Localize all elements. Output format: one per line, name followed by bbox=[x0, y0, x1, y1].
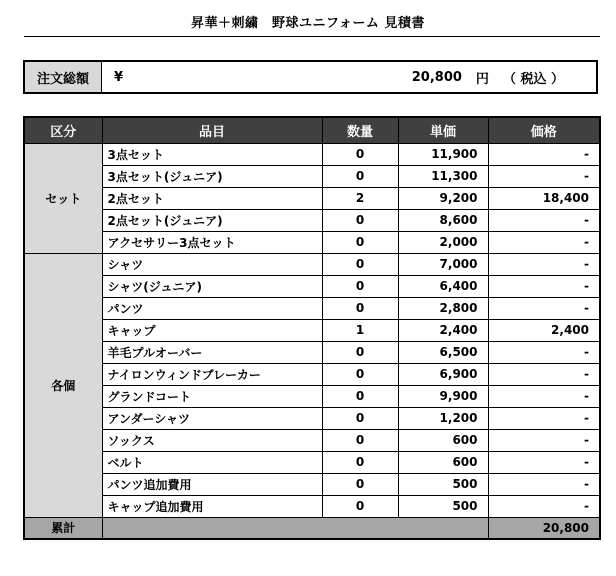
price-cell: - bbox=[488, 385, 600, 407]
table-row bbox=[24, 495, 600, 517]
order-total-amount: 20,800 bbox=[411, 69, 462, 85]
price-cell: 18,400 bbox=[488, 187, 600, 209]
yen-symbol: ¥ bbox=[114, 69, 124, 85]
quantity-cell: 0 bbox=[322, 385, 398, 407]
quantity-cell: 0 bbox=[322, 341, 398, 363]
item-name-cell: キャップ追加費用 bbox=[102, 495, 322, 517]
quantity-cell: 0 bbox=[322, 165, 398, 187]
table-row bbox=[24, 297, 600, 319]
item-name-cell: アンダーシャツ bbox=[102, 407, 322, 429]
table-row bbox=[24, 209, 600, 231]
quantity-cell: 0 bbox=[322, 495, 398, 517]
price-cell: 2,400 bbox=[488, 319, 600, 341]
order-total-tax-note: （ 税込 ） bbox=[502, 71, 564, 87]
item-name-cell: ベルト bbox=[102, 451, 322, 473]
unit-price-cell: 600 bbox=[398, 451, 488, 473]
quantity-cell: 0 bbox=[322, 231, 398, 253]
table-row bbox=[24, 363, 600, 385]
unit-price-cell: 6,500 bbox=[398, 341, 488, 363]
quantity-cell: 0 bbox=[322, 297, 398, 319]
footer-spacer bbox=[102, 517, 488, 539]
unit-price-cell: 1,200 bbox=[398, 407, 488, 429]
unit-price-cell: 7,000 bbox=[398, 253, 488, 275]
quantity-cell: 0 bbox=[322, 143, 398, 165]
unit-price-cell: 2,800 bbox=[398, 297, 488, 319]
price-cell: - bbox=[488, 165, 600, 187]
table-row bbox=[24, 187, 600, 209]
item-name-cell: グランドコート bbox=[102, 385, 322, 407]
item-name-cell: 3点セット(ジュニア) bbox=[102, 165, 322, 187]
item-name-cell: 2点セット(ジュニア) bbox=[102, 209, 322, 231]
item-name-cell: パンツ bbox=[102, 297, 322, 319]
unit-price-cell: 9,900 bbox=[398, 385, 488, 407]
table-row bbox=[24, 143, 600, 165]
quantity-cell: 0 bbox=[322, 363, 398, 385]
table-row bbox=[24, 165, 600, 187]
title-divider bbox=[24, 36, 600, 37]
order-total-amount-group bbox=[174, 62, 596, 92]
table-row bbox=[24, 341, 600, 363]
quantity-cell: 0 bbox=[322, 407, 398, 429]
price-cell: - bbox=[488, 451, 600, 473]
item-name-cell: ナイロンウィンドブレーカー bbox=[102, 363, 322, 385]
item-name-cell: ソックス bbox=[102, 429, 322, 451]
unit-price-cell: 8,600 bbox=[398, 209, 488, 231]
price-cell: - bbox=[488, 341, 600, 363]
order-total-unit: 円 bbox=[475, 71, 489, 87]
price-cell: - bbox=[488, 253, 600, 275]
table-body bbox=[24, 143, 600, 517]
unit-price-cell: 500 bbox=[398, 473, 488, 495]
table-row bbox=[24, 319, 600, 341]
unit-price-cell: 2,400 bbox=[398, 319, 488, 341]
price-cell: - bbox=[488, 209, 600, 231]
table-row bbox=[24, 429, 600, 451]
item-name-cell: パンツ追加費用 bbox=[102, 473, 322, 495]
quantity-cell: 0 bbox=[322, 451, 398, 473]
price-cell: - bbox=[488, 363, 600, 385]
table-row bbox=[24, 407, 600, 429]
price-cell: - bbox=[488, 297, 600, 319]
item-name-cell: 3点セット bbox=[102, 143, 322, 165]
item-name-cell: 2点セット bbox=[102, 187, 322, 209]
table-row bbox=[24, 451, 600, 473]
page-title: 昇華＋刺繍 野球ユニフォーム 見積書 bbox=[191, 16, 425, 31]
price-cell: - bbox=[488, 407, 600, 429]
price-cell: - bbox=[488, 429, 600, 451]
item-name-cell: シャツ(ジュニア) bbox=[102, 275, 322, 297]
price-cell: - bbox=[488, 231, 600, 253]
quantity-cell: 0 bbox=[322, 209, 398, 231]
unit-price-cell: 6,400 bbox=[398, 275, 488, 297]
table-row bbox=[24, 253, 600, 275]
unit-price-cell: 2,000 bbox=[398, 231, 488, 253]
price-cell: - bbox=[488, 275, 600, 297]
header-price: 価格 bbox=[488, 117, 600, 143]
table-header-row bbox=[24, 117, 600, 143]
estimate-table bbox=[23, 116, 601, 540]
category-cell: 各個 bbox=[24, 253, 102, 517]
quantity-cell: 0 bbox=[322, 429, 398, 451]
price-cell: - bbox=[488, 473, 600, 495]
footer-label: 累計 bbox=[24, 517, 102, 539]
table-row bbox=[24, 385, 600, 407]
item-name-cell: 羊毛プルオーバー bbox=[102, 341, 322, 363]
quantity-cell: 0 bbox=[322, 253, 398, 275]
category-cell: セット bbox=[24, 143, 102, 253]
item-name-cell: シャツ bbox=[102, 253, 322, 275]
order-total-box bbox=[23, 60, 598, 94]
quantity-cell: 0 bbox=[322, 473, 398, 495]
unit-price-cell: 9,200 bbox=[398, 187, 488, 209]
price-cell: - bbox=[488, 143, 600, 165]
quantity-cell: 1 bbox=[322, 319, 398, 341]
unit-price-cell: 11,900 bbox=[398, 143, 488, 165]
item-name-cell: キャップ bbox=[102, 319, 322, 341]
unit-price-cell: 11,300 bbox=[398, 165, 488, 187]
item-name-cell: アクセサリー3点セット bbox=[102, 231, 322, 253]
header-qty: 数量 bbox=[322, 117, 398, 143]
table-row bbox=[24, 231, 600, 253]
price-cell: - bbox=[488, 495, 600, 517]
footer-total: 20,800 bbox=[488, 517, 600, 539]
table-row bbox=[24, 275, 600, 297]
table-row bbox=[24, 473, 600, 495]
quantity-cell: 0 bbox=[322, 275, 398, 297]
unit-price-cell: 600 bbox=[398, 429, 488, 451]
order-total-label: 注文総額 bbox=[25, 62, 102, 92]
header-category: 区分 bbox=[24, 117, 102, 143]
unit-price-cell: 500 bbox=[398, 495, 488, 517]
table-footer-row bbox=[24, 517, 600, 539]
header-item: 品目 bbox=[102, 117, 322, 143]
unit-price-cell: 6,900 bbox=[398, 363, 488, 385]
header-unit-price: 単価 bbox=[398, 117, 488, 143]
quantity-cell: 2 bbox=[322, 187, 398, 209]
